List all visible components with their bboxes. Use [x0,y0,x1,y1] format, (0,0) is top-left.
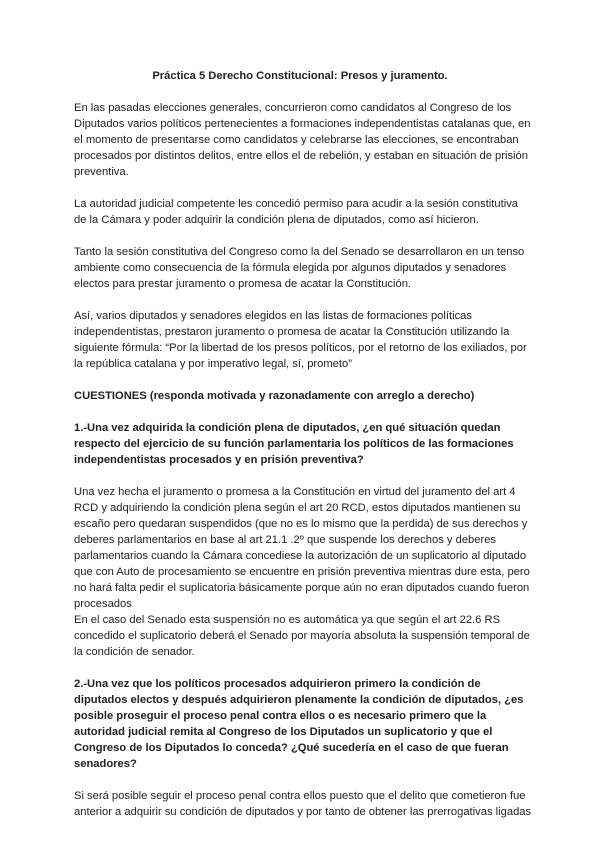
question-1: 1.-Una vez adquirida la condición plena de diputados, ¿en qué situación quedan respecto del ejercicio de su función parlamentaria los políticos de las formaciones independentistas procesados y en prisión preventiva? [74,422,514,466]
answer-2: Si será posible seguir el proceso penal contra ellos puesto que el delito que cometieron fue anterior a adquirir su condición de diputados y por tanto de obtener las prerrogativas ligadas [74,790,532,818]
document-body [74,100,532,820]
cuestiones-heading: CUESTIONES (responda motivada y razonadamente con arreglo a derecho) [74,390,475,402]
intro-paragraph-4: Así, varios diputados y senadores elegidos en las listas de formaciones políticas independentistas, prestaron juramento o promesa de acatar la Constitución utilizando la siguiente fórmula: “Por la libertad de los presos políticos, por el retorno de los exiliados, por la república catalana y por imperativo legal, sí, prometo” [74,310,527,370]
intro-paragraph-1: En las pasadas elecciones generales, concurrieron como candidatos al Congreso de los Diputados varios políticos pertenecientes a formaciones independentistas catalanas que, en el momento de presentarse como candidatos y celebrarse las elecciones, se encontraban procesados por distintos delitos, entre ellos el de rebelión, y estaban en situación de prisión preventiva. [74,102,531,178]
question-2: 2.-Una vez que los políticos procesados adquirieron primero la condición de diputados electos y después adquirieron plenamente la condición de diputados, ¿es posible proseguir el proceso penal contra ellos o es necesario primero que la autoridad judicial remita al Congreso de los Diputados un suplicatorio y que el Congreso de los Diputados lo conceda? ¿Qué sucedería en el caso de que fueran senadores? [74,678,524,770]
intro-paragraph-3: Tanto la sesión constitutiva del Congreso como la del Senado se desarrollaron en un tenso ambiente como consecuencia de la fórmula elegida por algunos diputados y senadores electos para prestar juramento o promesa de acatar la Constitución. [74,246,525,290]
answer-1-part-a: Una vez hecha el juramento o promesa a la Constitución en virtud del juramento del art 4 RCD y adquiriendo la condición plena según el art 20 RCD, estos diputados mantienen su escaño pero quedaran suspendidos (que no es lo mismo que la perdida) de sus derechos y deberes parlamentarios en base al art 21.1 .2º que suspende los derechos y deberes parlamentarios cuando la Cámara concediese la autorización de un suplicatorio al diputado que con Auto de procesamiento se encuentre en prisión preventiva mientras dure esta, pero no hará falta pedir el suplicatoria básicamente porque aún no eran diputados cuando fueron procesados [74,486,530,610]
intro-paragraph-2: La autoridad judicial competente les concedió permiso para acudir a la sesión constitutiva de la Cámara y poder adquirir la condición plena de diputados, como así hicieron. [74,198,519,226]
document-title: Práctica 5 Derecho Constitucional: Presos y juramento. [152,70,448,82]
answer-1-part-b: En el caso del Senado esta suspensión no es automática ya que según el art 22.6 RS concedido el suplicatorio deberá el Senado por mayoría absoluta la suspensión temporal de la condición de senador. [74,614,530,658]
